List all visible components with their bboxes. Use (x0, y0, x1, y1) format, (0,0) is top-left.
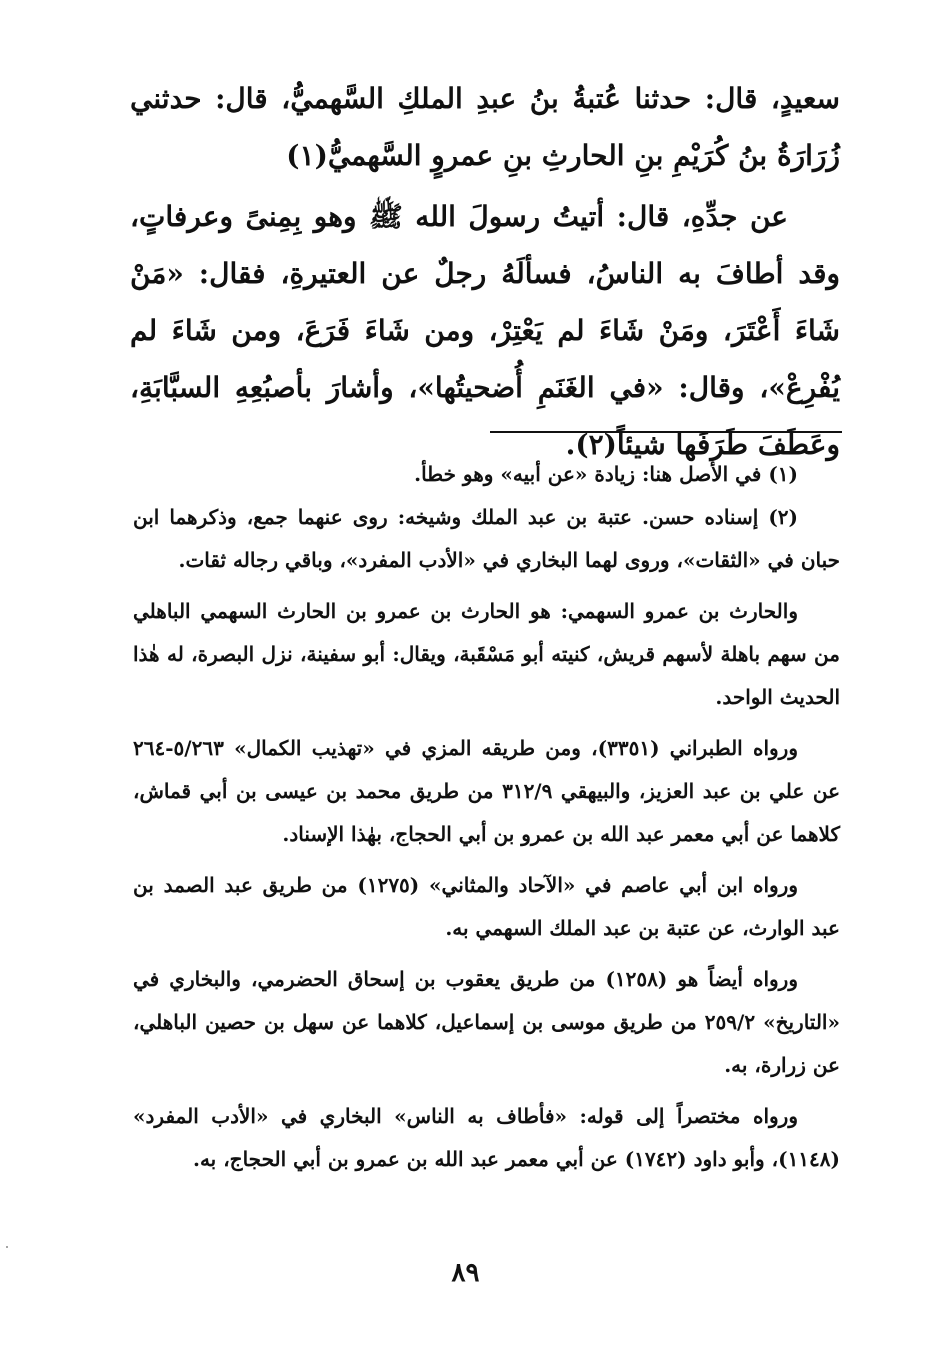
main-paragraph-1: سعيدٍ، قال: حدثنا عُتبةُ بنُ عبدِ الملكِ السَّهميُّ، قال: حدثني زُرَارَةُ بنُ كُرَيْمِ بنِ الحارثِ بنِ عمروٍ السَّهميُّ(١) (130, 82, 840, 172)
footnote-paragraph-also: ورواه أيضاً هو (١٢٥٨) من طريق يعقوب بن إسحاق الحضرمي، والبخاري في «التاريخ» ٢٥٩/٢ من طريق موسى بن إسماعيل، كلاهما عن سهل بن حصين الباهلي، عن زرارة، به. (133, 967, 840, 1077)
scan-speck (6, 1246, 8, 1248)
footnote-paragraph-tabarani: ورواه الطبراني (٣٣٥١)، ومن طريقه المزي في «تهذيب الكمال» ٥/٢٦٣-٢٦٤ عن علي بن عبد العزيز، والبيهقي ٣١٢/٩ من طريق محمد بن عيسى بن أبي قماش، كلاهما عن أبي معمر عبد الله بن عمرو بن أبي الحجاج، بهٰذا الإسناد. (133, 736, 841, 846)
footnote-separator (490, 431, 842, 433)
footnote-1: (١) في الأصل هنا: زيادة «عن أبيه» وهو خطأ. (414, 462, 798, 486)
footnote-paragraph-harith: والحارث بن عمرو السهمي: هو الحارث بن عمرو بن الحارث السهمي الباهلي من سهم باهلة لأسهم قريش، كنيته أبو مَسْقَبة، ويقال: أبو سفينة، نزل البصرة، له هٰذا الحديث الواحد. (133, 599, 840, 709)
main-text (130, 70, 840, 473)
footnotes (133, 453, 840, 1181)
main-paragraph-2: عن جدِّهِ، قال: أتيتُ رسولَ الله ﷺ وهو بِمِنىً وعرفاتٍ، وقد أطافَ به الناسُ، فسألَهُ رجلٌ عن العتيرةِ، فقال: «مَنْ شَاءَ أَعْتَرَ، ومَنْ شَاءَ لم يَعْتِرْ، ومن شَاءَ فَرَعَ، ومن شَاءَ لم يُفْرِعْ»، وقال: «في الغَنَمِ أُضحيتُها»، وأشارَ بأصبُعِهِ السبَّابَةِ، وعَطَفَ طَرَفَها شيئاً(٢). (130, 200, 841, 461)
footnote-paragraph-abridged: ورواه مختصراً إلى قوله: «فأطاف به الناس» البخاري في «الأدب المفرد» (١١٤٨)، وأبو داود (١٧٤٢) عن أبي معمر عبد الله بن عمرو بن أبي الحجاج، به. (133, 1104, 840, 1171)
footnote-2: (٢) إسناده حسن. عتبة بن عبد الملك وشيخه: روى عنهما جمع، وذكرهما ابن حبان في «الثقات»، وروى لهما البخاري في «الأدب المفرد»، وباقي رجاله ثقات. (133, 505, 840, 572)
footnote-paragraph-ibn-abi-asim: ورواه ابن أبي عاصم في «الآحاد والمثاني» (١٢٧٥) من طريق عبد الصمد بن عبد الوارث، عن عتبة بن عبد الملك السهمي به. (133, 873, 840, 940)
page-number: ٨٩ (451, 1258, 480, 1288)
